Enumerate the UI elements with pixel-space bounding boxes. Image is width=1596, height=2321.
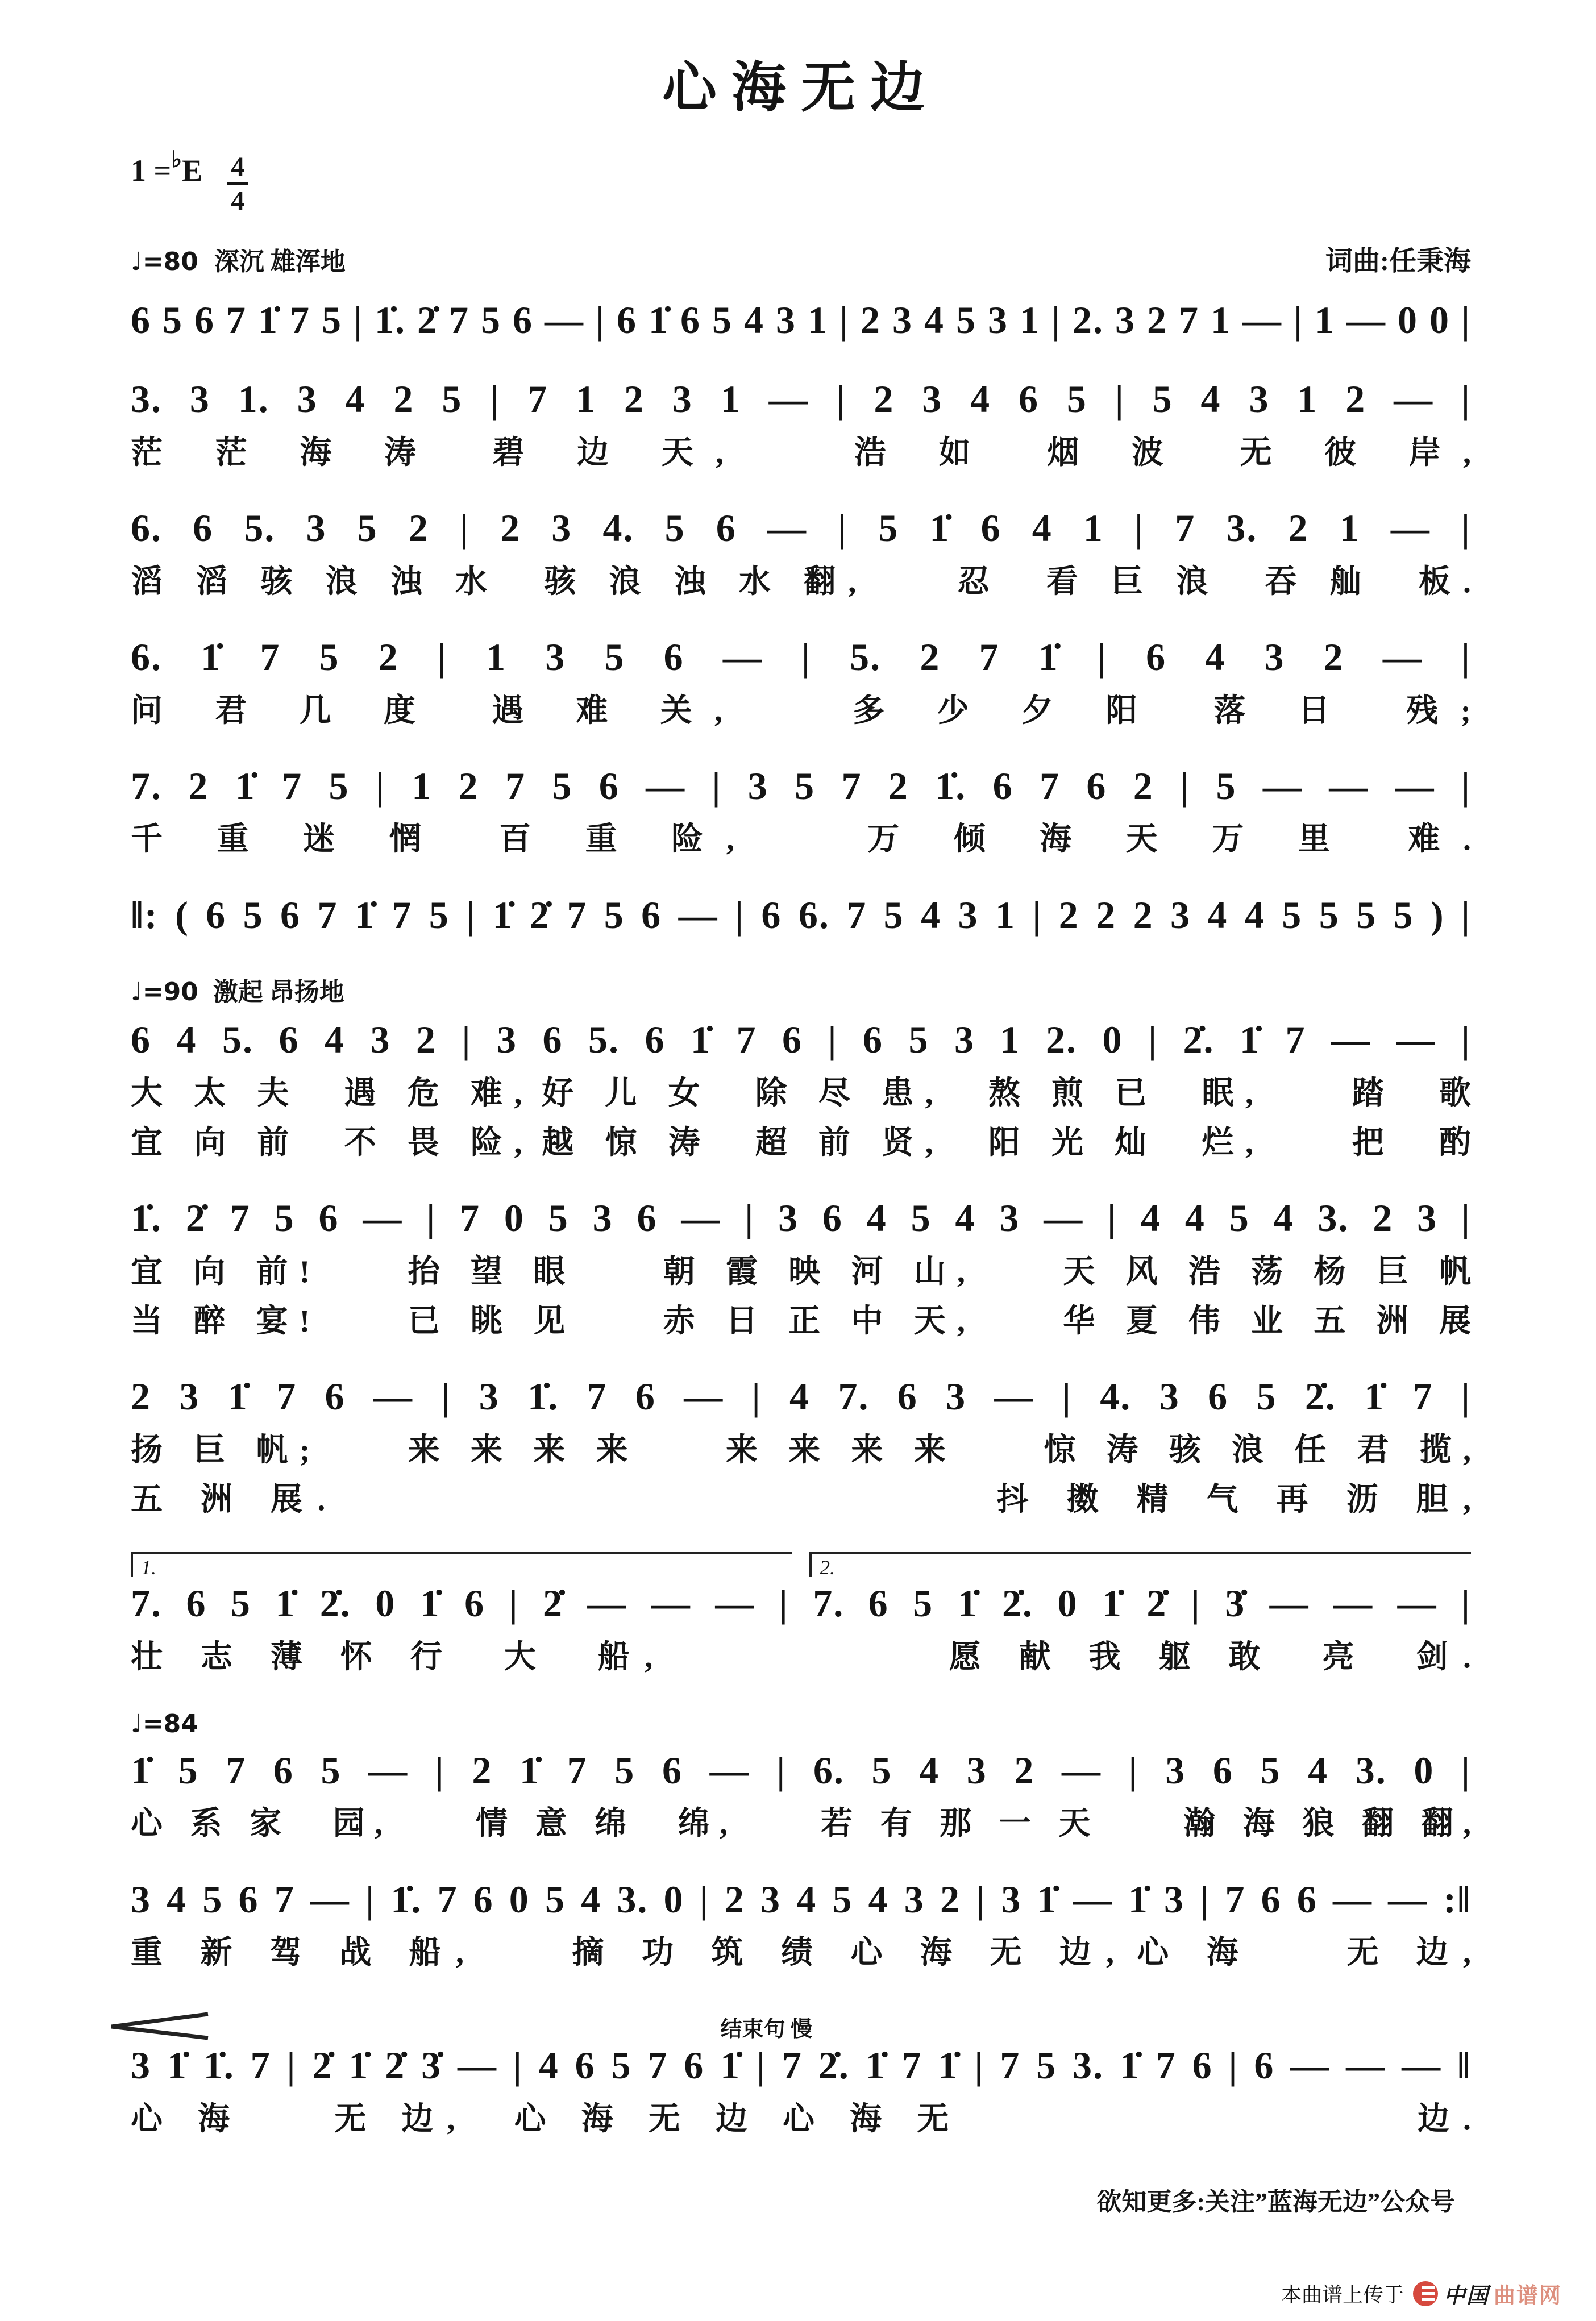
- system-11: [131, 1709, 1471, 1844]
- tempo-expression: 深沉 雄浑地: [214, 247, 346, 276]
- lyrics-line-1: 心 系 家 园, 情 意 绵 绵, 若 有 那 一 天 瀚 海 狼 翻 翻,: [131, 1806, 1472, 1842]
- tempo-expression: 激起 昂扬地: [213, 978, 344, 1006]
- lyrics-line-1: 茫 茫 海 涛 碧 边 天, 浩 如 烟 波 无 彼 岸,: [131, 435, 1471, 471]
- system-1: [131, 297, 1471, 344]
- lyrics-line-1: 滔 滔 骇 浪 浊 水 骇 浪 浊 水 翻, 忍 看 巨 浪 吞 舢 板.: [131, 564, 1472, 600]
- system-5: [131, 763, 1471, 859]
- lyrics-line-1: 心 海 无 边, 心 海 无 边 心 海 无 边.: [131, 2101, 1471, 2137]
- lyrics-line-1: 重 新 驾 战 船, 摘 功 筑 绩 心 海 无 边, 心 海 无 边,: [131, 1935, 1471, 1971]
- notes-line: 1̇. 2̇ 7 5 6 — | 7 0 5 3 6 — | 3 6 4 5 4 3 — | 4 4 5 4 3. 2 3 |: [131, 1196, 1471, 1240]
- notes-line: 6. 1̇ 7 5 2 | 1 3 5 6 — | 5. 2 7 1̇ | 6 4 3 2 — |: [131, 635, 1471, 679]
- lyrics-line-2: 五 洲 展. 抖 擞 精 气 再 沥 胆,: [131, 1482, 1472, 1517]
- notes-line: 3. 3 1. 3 4 2 5 | 7 1 2 3 1 — | 2 3 4 6 5 | 5 4 3 1 2 — |: [131, 377, 1471, 421]
- tempo-credit-row: [131, 239, 1471, 278]
- composer-credit: 词曲:任秉海: [1325, 246, 1471, 276]
- watermark-prefix: 本曲谱上传于: [1281, 2283, 1404, 2306]
- lyrics-line-1: 千 重 迷 惘 百 重 险, 万 倾 海 天 万 里 难.: [131, 822, 1471, 858]
- lyrics-line-1: 壮 志 薄 怀 行 大 船, 愿 献 我 躯 敢 亮 剑.: [131, 1639, 1472, 1675]
- notes-line: 6 5 6 7 1̇ 7 5 | 1̇. 2̇ 7 5 6 — | 6 1̇ 6 5 4 3 1 | 2 3 4 5 3 1 | 2. 3 2 7 1 — | 1 — 0 0 |: [131, 298, 1471, 342]
- system-13: [131, 2005, 1471, 2139]
- system-9: [131, 1374, 1471, 1519]
- time-signature-top: 4: [227, 153, 248, 185]
- watermark: [1281, 2278, 1562, 2309]
- watermark-site-suffix: 曲谱网: [1493, 2284, 1562, 2308]
- annotation-row: [131, 2005, 1471, 2043]
- notes-line: 7. 6 5 1̇ 2̇. 0 1̇ 6 | 2̇ — — — | 7. 6 5 1̇ 2̇. 0 1̇ 2̇ | 3̇ — — — |: [131, 1582, 1471, 1625]
- notes-line: 2 3 1̇ 7 6 — | 3 1̇. 7 6 — | 4 7. 6 3 — | 4. 3 6 5 2̇. 1̇ 7 |: [131, 1375, 1471, 1419]
- system-8: [131, 1195, 1471, 1341]
- system-7: [131, 971, 1471, 1162]
- lyrics-line-2: 宜 向 前 不 畏 险, 越 惊 涛 超 前 贤, 阳 光 灿 烂, 把 酌: [131, 1125, 1472, 1160]
- volta-brackets: [131, 1552, 1471, 1577]
- ending-annotation: 结束句 慢: [720, 2018, 813, 2042]
- volta-bracket: 2.: [809, 1552, 1471, 1577]
- watermark-site-name: 中国: [1443, 2284, 1489, 2308]
- system-2: [131, 376, 1471, 472]
- system-10: [131, 1552, 1471, 1677]
- lyrics-line-1: 问 君 几 度 遇 难 关, 多 少 夕 阳 落 日 残;: [131, 693, 1471, 729]
- system-4: [131, 634, 1471, 730]
- system-6: [131, 892, 1471, 939]
- lyrics-line-1: 扬 巨 帆; 来 来 来 来 来 来 来 来 惊 涛 骇 浪 任 君 揽,: [131, 1432, 1471, 1468]
- notes-line: ‖: ( 6 5 6 7 1̇ 7 5 | 1̇ 2̇ 7 5 6 — | 6 6. 7 5 4 3 1 | 2 2 2 3 4 4 5 5 5 5 ) |: [131, 893, 1471, 937]
- lyrics-line-1: 大 太 夫 遇 危 难, 好 儿 女 除 尽 患, 熬 煎 已 眠, 踏 歌: [131, 1075, 1472, 1111]
- tempo-marking-1: [131, 241, 346, 277]
- site-logo-icon: [1413, 2281, 1438, 2306]
- notes-line: 6. 6 5. 3 5 2 | 2 3 4. 5 6 — | 5 1̇ 6 4 1 | 7 3. 2 1 — |: [131, 506, 1471, 550]
- key-value: [131, 147, 203, 188]
- notes-line: 7. 2 1̇ 7 5 | 1 2 7 5 6 — | 3 5 7 2 1̇. 6 7 6 2 | 5 — — — |: [131, 764, 1471, 808]
- footer-note: 欲知更多:关注”蓝海无边”公众号: [1096, 2188, 1455, 2216]
- lyrics-line-1: 宜 向 前! 抬 望 眼 朝 霞 映 河 山, 天 风 浩 荡 杨 巨 帆: [131, 1254, 1471, 1290]
- notation-systems: [131, 297, 1471, 2139]
- key-signature: [131, 147, 1471, 217]
- hairpin-crescendo-icon: [108, 2010, 216, 2043]
- lyrics-line-2: 当 醉 宴! 已 眺 见 赤 日 正 中 天, 华 夏 伟 业 五 洲 展: [131, 1303, 1471, 1339]
- tempo-note-icon: ♩=80: [131, 247, 198, 276]
- notes-line: 6 4 5. 6 4 3 2 | 3 6 5. 6 1̇ 7 6 | 6 5 3 1 2. 0 | 2̇. 1̇ 7 — — |: [131, 1018, 1471, 1062]
- flat-symbol: ♭: [171, 147, 182, 172]
- volta-bracket: 1.: [131, 1552, 792, 1577]
- tempo-marking: [131, 971, 1471, 1008]
- tempo-note-icon: ♩=84: [131, 1709, 198, 1738]
- notes-line: 1̇ 5 7 6 5 — | 2 1̇ 7 5 6 — | 6. 5 4 3 2 — | 3 6 5 4 3. 0 |: [131, 1748, 1471, 1792]
- tempo-marking: [131, 1709, 1471, 1738]
- tempo-note-icon: ♩=90: [131, 978, 198, 1007]
- key-base: 1 =: [131, 153, 172, 188]
- time-signature: [227, 153, 248, 216]
- song-title: 心海无边: [662, 57, 940, 118]
- system-12: [131, 1877, 1471, 1973]
- time-signature-bottom: 4: [231, 186, 245, 217]
- system-3: [131, 505, 1471, 601]
- notes-line: 3 1̇ 1̇. 7 | 2̇ 1̇ 2̇ 3̇ — | 4 6 5 7 6 1̇ | 7 2̇. 1̇ 7 1̇ | 7 5 3. 1̇ 7 6 | 6 — — — ‖: [131, 2044, 1471, 2087]
- key-letter: E: [182, 153, 203, 188]
- notes-line: 3 4 5 6 7 — | 1̇. 7 6 0 5 4 3. 0 | 2 3 4 5 4 3 2 | 3 1̇ — 1̇ 3 | 7 6 6 — — :‖: [131, 1877, 1471, 1921]
